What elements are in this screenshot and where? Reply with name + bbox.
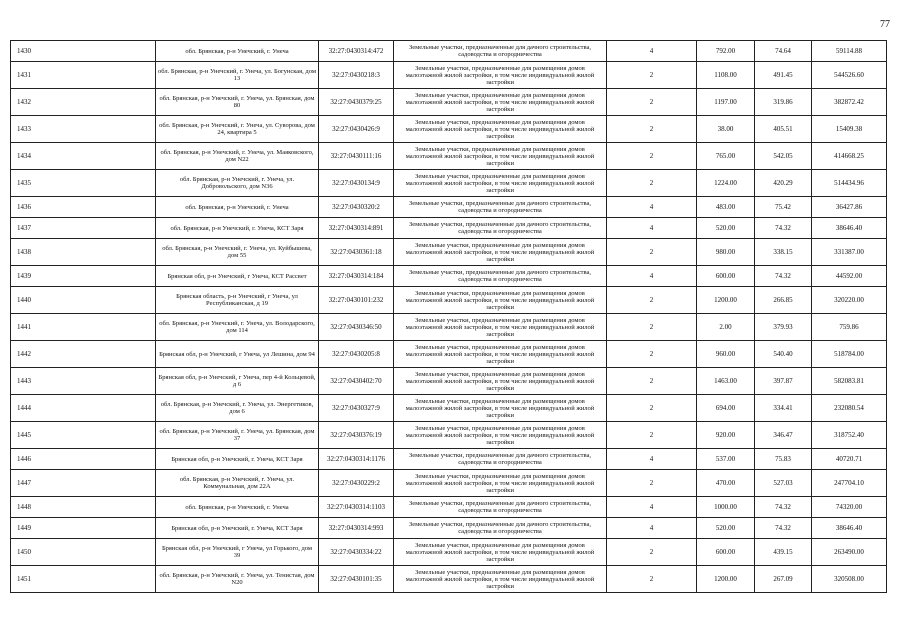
cadastral-value-cell: 36427.86: [812, 197, 887, 218]
address-cell: обл. Брянская, р-н Унечский, г. Унеча, ул. Маяковского, дом N22: [156, 143, 319, 170]
land-use-cell: Земельные участки, предназначенные для размещения домов малоэтажной жилой застройки, в том числе индивидуальной жилой застройки: [394, 239, 607, 266]
land-use-cell: Земельные участки, предназначенные для размещения домов малоэтажной жилой застройки, в том числе индивидуальной жилой застройки: [394, 116, 607, 143]
address-cell: Брянская обл, р-н Унечский, г Унеча, ул Горького, дом 39: [156, 539, 319, 566]
group-cell: 2: [607, 539, 697, 566]
row-number: 1436: [11, 197, 156, 218]
table-row: [11, 239, 887, 266]
land-use-cell: Земельные участки, предназначенные для размещения домов малоэтажной жилой застройки, в том числе индивидуальной жилой застройки: [394, 566, 607, 593]
specific-value-cell: 74.32: [755, 518, 812, 539]
address-cell: обл. Брянская, р-н Унечский, г. Унеча, ул. Куйбышева, дом 55: [156, 239, 319, 266]
specific-value-cell: 74.32: [755, 266, 812, 287]
address-cell: Брянская обл, р-н Унечский, г. Унеча, КСТ Заря: [156, 518, 319, 539]
row-number: 1441: [11, 314, 156, 341]
land-use-cell: Земельные участки, предназначенные для размещения домов малоэтажной жилой застройки, в том числе индивидуальной жилой застройки: [394, 314, 607, 341]
area-cell: 1463.00: [697, 368, 755, 395]
land-use-cell: Земельные участки, предназначенные для дачного строительства, садоводства и огородничества: [394, 218, 607, 239]
cadastral-value-cell: 44592.00: [812, 266, 887, 287]
specific-value-cell: 75.42: [755, 197, 812, 218]
row-number: 1431: [11, 62, 156, 89]
cadastral-number-cell: 32:27:0430314:891: [319, 218, 394, 239]
cadastral-value-cell: 38646.40: [812, 218, 887, 239]
cadastral-number-cell: 32:27:0430327:9: [319, 395, 394, 422]
specific-value-cell: 74.64: [755, 41, 812, 62]
cadastral-value-cell: 232080.54: [812, 395, 887, 422]
cadastral-value-cell: 247704.10: [812, 470, 887, 497]
table-row: [11, 170, 887, 197]
area-cell: 1224.00: [697, 170, 755, 197]
address-cell: обл. Брянская, р-н Унечский, г. Унеча, ул. Коммунальная, дом 22А: [156, 470, 319, 497]
row-number: 1446: [11, 449, 156, 470]
cadastral-value-cell: 38646.40: [812, 518, 887, 539]
row-number: 1434: [11, 143, 156, 170]
address-cell: Брянская область, р-н Унечский, г Унеча, ул Республиканская, д 19: [156, 287, 319, 314]
cadastral-number-cell: 32:27:0430314:184: [319, 266, 394, 287]
specific-value-cell: 540.40: [755, 341, 812, 368]
address-cell: обл. Брянская, р-н Унечский, г. Унеча, ул. Богунская, дом 13: [156, 62, 319, 89]
specific-value-cell: 542.05: [755, 143, 812, 170]
area-cell: 1200.00: [697, 566, 755, 593]
address-cell: обл. Брянская, р-н Унечский, г. Унеча, ул. Володарского, дом 114: [156, 314, 319, 341]
row-number: 1435: [11, 170, 156, 197]
row-number: 1438: [11, 239, 156, 266]
group-cell: 2: [607, 287, 697, 314]
specific-value-cell: 74.32: [755, 218, 812, 239]
land-use-cell: Земельные участки, предназначенные для дачного строительства, садоводства и огородничества: [394, 197, 607, 218]
address-cell: обл. Брянская, р-н Унечский, г. Унеча, ул. Энергетиков, дом 6: [156, 395, 319, 422]
cadastral-number-cell: 32:27:0430320:2: [319, 197, 394, 218]
row-number: 1447: [11, 470, 156, 497]
cadastral-number-cell: 32:27:0430402:70: [319, 368, 394, 395]
cadastral-value-cell: 59114.88: [812, 41, 887, 62]
group-cell: 2: [607, 368, 697, 395]
area-cell: 1197.00: [697, 89, 755, 116]
group-cell: 2: [607, 170, 697, 197]
group-cell: 2: [607, 470, 697, 497]
table-row: [11, 143, 887, 170]
specific-value-cell: 267.09: [755, 566, 812, 593]
area-cell: 980.00: [697, 239, 755, 266]
table-row: [11, 566, 887, 593]
address-cell: Брянская обл, р-н Унечский, г. Унеча, КСТ Заря: [156, 449, 319, 470]
specific-value-cell: 527.03: [755, 470, 812, 497]
row-number: 1433: [11, 116, 156, 143]
cadastral-number-cell: 32:27:0430334:22: [319, 539, 394, 566]
table-row: [11, 266, 887, 287]
table-row: [11, 422, 887, 449]
row-number: 1430: [11, 41, 156, 62]
cadastral-value-cell: 414668.25: [812, 143, 887, 170]
address-cell: обл. Брянская, р-н Унечский, г. Унеча, ул. Добровольского, дом N36: [156, 170, 319, 197]
row-number: 1451: [11, 566, 156, 593]
land-use-cell: Земельные участки, предназначенные для размещения домов малоэтажной жилой застройки, в том числе индивидуальной жилой застройки: [394, 170, 607, 197]
land-use-cell: Земельные участки, предназначенные для размещения домов малоэтажной жилой застройки, в том числе индивидуальной жилой застройки: [394, 287, 607, 314]
address-cell: обл. Брянская, р-н Унечский, г. Унеча, КСТ Заря: [156, 218, 319, 239]
group-cell: 4: [607, 266, 697, 287]
specific-value-cell: 74.32: [755, 497, 812, 518]
group-cell: 2: [607, 239, 697, 266]
cadastral-number-cell: 32:27:0430376:19: [319, 422, 394, 449]
table-row: [11, 62, 887, 89]
address-cell: обл. Брянская, р-н Унечский, г. Унеча, ул. Брянская, дом 37: [156, 422, 319, 449]
cadastral-value-cell: 331387.00: [812, 239, 887, 266]
address-cell: обл. Брянская, р-н Унечский, г. Унеча: [156, 41, 319, 62]
cadastral-number-cell: 32:27:0430218:3: [319, 62, 394, 89]
specific-value-cell: 75.83: [755, 449, 812, 470]
group-cell: 4: [607, 218, 697, 239]
land-use-cell: Земельные участки, предназначенные для размещения домов малоэтажной жилой застройки, в том числе индивидуальной жилой застройки: [394, 368, 607, 395]
specific-value-cell: 266.85: [755, 287, 812, 314]
area-cell: 694.00: [697, 395, 755, 422]
table-row: [11, 497, 887, 518]
area-cell: 765.00: [697, 143, 755, 170]
cadastral-value-cell: 40720.71: [812, 449, 887, 470]
address-cell: Брянская обл, р-н Унечский, г Унеча, пер 4-й Кольцевой, д 6: [156, 368, 319, 395]
table-row: [11, 470, 887, 497]
address-cell: обл. Брянская, р-н Унечский, г. Унеча: [156, 197, 319, 218]
specific-value-cell: 405.51: [755, 116, 812, 143]
row-number: 1450: [11, 539, 156, 566]
land-use-cell: Земельные участки, предназначенные для дачного строительства, садоводства и огородничества: [394, 449, 607, 470]
table-row: [11, 395, 887, 422]
row-number: 1442: [11, 341, 156, 368]
cadastral-number-cell: 32:27:0430314:1176: [319, 449, 394, 470]
table-row: [11, 116, 887, 143]
specific-value-cell: 439.15: [755, 539, 812, 566]
cadastral-value-cell: 582083.81: [812, 368, 887, 395]
group-cell: 4: [607, 497, 697, 518]
table-row: [11, 341, 887, 368]
specific-value-cell: 379.93: [755, 314, 812, 341]
area-cell: 1200.00: [697, 287, 755, 314]
page-number: 77: [880, 19, 890, 30]
address-cell: обл. Брянская, р-н Унечский, г. Унеча, ул. Тенистая, дом N20: [156, 566, 319, 593]
land-use-cell: Земельные участки, предназначенные для размещения домов малоэтажной жилой застройки, в том числе индивидуальной жилой застройки: [394, 470, 607, 497]
row-number: 1440: [11, 287, 156, 314]
group-cell: 4: [607, 197, 697, 218]
area-cell: 38.00: [697, 116, 755, 143]
address-cell: обл. Брянская, р-н Унечский, г. Унеча, ул. Брянская, дом 80: [156, 89, 319, 116]
table-row: [11, 218, 887, 239]
cadastral-number-cell: 32:27:0430361:18: [319, 239, 394, 266]
specific-value-cell: 319.86: [755, 89, 812, 116]
specific-value-cell: 346.47: [755, 422, 812, 449]
group-cell: 4: [607, 518, 697, 539]
table-row: [11, 449, 887, 470]
specific-value-cell: 397.87: [755, 368, 812, 395]
table-row: [11, 197, 887, 218]
group-cell: 2: [607, 314, 697, 341]
group-cell: 2: [607, 422, 697, 449]
table-row: [11, 314, 887, 341]
cadastral-value-cell: 263490.00: [812, 539, 887, 566]
land-use-cell: Земельные участки, предназначенные для размещения домов малоэтажной жилой застройки, в том числе индивидуальной жилой застройки: [394, 62, 607, 89]
group-cell: 2: [607, 566, 697, 593]
cadastral-value-cell: 320508.00: [812, 566, 887, 593]
address-cell: Брянская обл, р-н Унечский, г Унеча, ул Лешина, дом 94: [156, 341, 319, 368]
address-cell: обл. Брянская, р-н Унечский, г. Унеча, ул. Суворова, дом 24, квартира 5: [156, 116, 319, 143]
cadastral-number-cell: 32:27:0430229:2: [319, 470, 394, 497]
land-use-cell: Земельные участки, предназначенные для размещения домов малоэтажной жилой застройки, в том числе индивидуальной жилой застройки: [394, 89, 607, 116]
cadastral-value-cell: 518784.00: [812, 341, 887, 368]
table-body: [11, 41, 887, 593]
area-cell: 960.00: [697, 341, 755, 368]
area-cell: 600.00: [697, 539, 755, 566]
cadastral-number-cell: 32:27:0430314:1103: [319, 497, 394, 518]
cadastral-value-cell: 74320.00: [812, 497, 887, 518]
cadastral-number-cell: 32:27:0430426:9: [319, 116, 394, 143]
land-use-cell: Земельные участки, предназначенные для дачного строительства, садоводства и огородничества: [394, 41, 607, 62]
area-cell: 1108.00: [697, 62, 755, 89]
cadastral-number-cell: 32:27:0430101:232: [319, 287, 394, 314]
row-number: 1445: [11, 422, 156, 449]
table-row: [11, 41, 887, 62]
area-cell: 1000.00: [697, 497, 755, 518]
land-use-cell: Земельные участки, предназначенные для размещения домов малоэтажной жилой застройки, в том числе индивидуальной жилой застройки: [394, 539, 607, 566]
cadastral-value-cell: 15409.38: [812, 116, 887, 143]
cadastral-value-cell: 320220.00: [812, 287, 887, 314]
table-row: [11, 89, 887, 116]
cadastral-number-cell: 32:27:0430346:50: [319, 314, 394, 341]
row-number: 1449: [11, 518, 156, 539]
cadastral-value-cell: 382872.42: [812, 89, 887, 116]
area-cell: 2.00: [697, 314, 755, 341]
cadastral-number-cell: 32:27:0430111:16: [319, 143, 394, 170]
land-registry-table: [10, 40, 887, 593]
group-cell: 2: [607, 395, 697, 422]
group-cell: 2: [607, 89, 697, 116]
cadastral-value-cell: 544526.60: [812, 62, 887, 89]
table-row: [11, 287, 887, 314]
land-use-cell: Земельные участки, предназначенные для размещения домов малоэтажной жилой застройки, в том числе индивидуальной жилой застройки: [394, 422, 607, 449]
cadastral-number-cell: 32:27:0430134:9: [319, 170, 394, 197]
group-cell: 2: [607, 143, 697, 170]
area-cell: 920.00: [697, 422, 755, 449]
cadastral-value-cell: 759.86: [812, 314, 887, 341]
cadastral-value-cell: 514434.96: [812, 170, 887, 197]
area-cell: 792.00: [697, 41, 755, 62]
area-cell: 537.00: [697, 449, 755, 470]
group-cell: 2: [607, 116, 697, 143]
cadastral-number-cell: 32:27:0430379:25: [319, 89, 394, 116]
land-use-cell: Земельные участки, предназначенные для размещения домов малоэтажной жилой застройки, в том числе индивидуальной жилой застройки: [394, 143, 607, 170]
cadastral-number-cell: 32:27:0430101:35: [319, 566, 394, 593]
table-row: [11, 539, 887, 566]
table-row: [11, 518, 887, 539]
cadastral-value-cell: 318752.40: [812, 422, 887, 449]
area-cell: 520.00: [697, 218, 755, 239]
address-cell: Брянская обл, р-н Унечский, г Унеча, КСТ Рассвет: [156, 266, 319, 287]
land-use-cell: Земельные участки, предназначенные для размещения домов малоэтажной жилой застройки, в том числе индивидуальной жилой застройки: [394, 395, 607, 422]
area-cell: 470.00: [697, 470, 755, 497]
group-cell: 2: [607, 341, 697, 368]
row-number: 1443: [11, 368, 156, 395]
area-cell: 600.00: [697, 266, 755, 287]
specific-value-cell: 420.29: [755, 170, 812, 197]
specific-value-cell: 334.41: [755, 395, 812, 422]
specific-value-cell: 491.45: [755, 62, 812, 89]
cadastral-number-cell: 32:27:0430205:8: [319, 341, 394, 368]
row-number: 1444: [11, 395, 156, 422]
land-use-cell: Земельные участки, предназначенные для размещения домов малоэтажной жилой застройки, в том числе индивидуальной жилой застройки: [394, 341, 607, 368]
area-cell: 520.00: [697, 518, 755, 539]
row-number: 1448: [11, 497, 156, 518]
group-cell: 2: [607, 62, 697, 89]
specific-value-cell: 338.15: [755, 239, 812, 266]
area-cell: 483.00: [697, 197, 755, 218]
group-cell: 4: [607, 449, 697, 470]
cadastral-number-cell: 32:27:0430314:993: [319, 518, 394, 539]
row-number: 1439: [11, 266, 156, 287]
land-use-cell: Земельные участки, предназначенные для дачного строительства, садоводства и огородничества: [394, 266, 607, 287]
group-cell: 4: [607, 41, 697, 62]
row-number: 1432: [11, 89, 156, 116]
table-row: [11, 368, 887, 395]
cadastral-number-cell: 32:27:0430314:472: [319, 41, 394, 62]
address-cell: обл. Брянская, р-н Унечский, г. Унеча: [156, 497, 319, 518]
row-number: 1437: [11, 218, 156, 239]
land-use-cell: Земельные участки, предназначенные для дачного строительства, садоводства и огородничества: [394, 518, 607, 539]
land-use-cell: Земельные участки, предназначенные для дачного строительства, садоводства и огородничества: [394, 497, 607, 518]
